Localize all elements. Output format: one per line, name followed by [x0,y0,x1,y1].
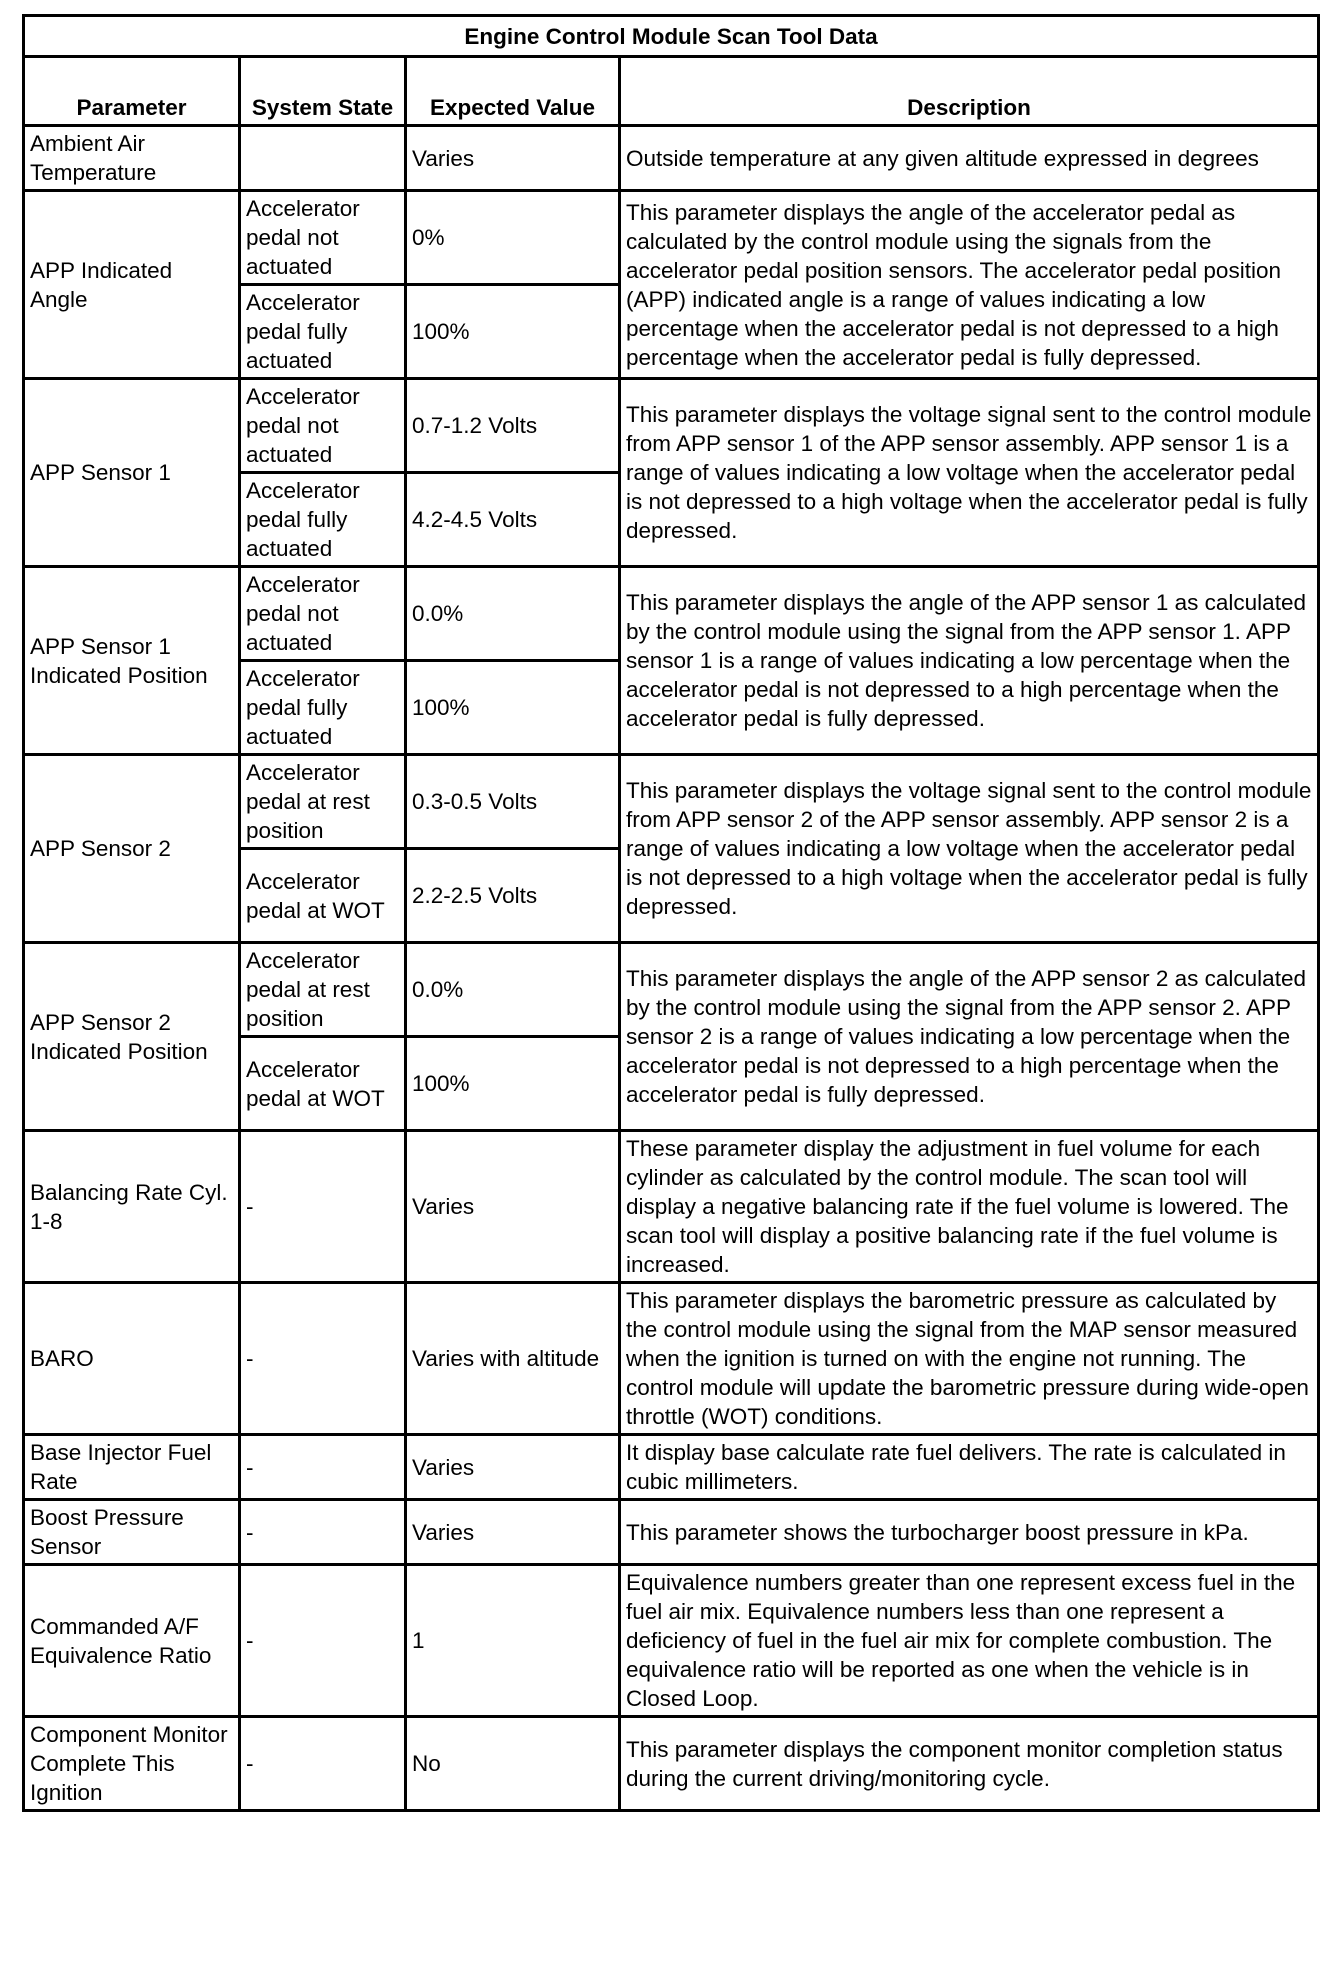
table-row [24,191,1319,285]
table-row [24,379,1319,473]
table-row [24,126,1319,191]
table-row [24,1435,1319,1500]
system-state-cell: - [240,1565,406,1717]
expected-value-cell: 100% [406,285,620,379]
table-row [24,1283,1319,1435]
table-row [24,1717,1319,1811]
system-state-cell: - [240,1131,406,1283]
parameter-cell: APP Sensor 2 Indicated Position [24,943,240,1131]
expected-value-cell: 100% [406,1037,620,1131]
table-row [24,567,1319,661]
expected-value-cell: Varies [406,1131,620,1283]
description-cell: This parameter displays the voltage signal sent to the control module from APP sensor 2 of the APP sensor assembly. APP sensor 2 is a range of values indicating a low voltage when the accelerator pedal is not depressed to a high voltage when the accelerator pedal is fully depressed. [620,755,1319,943]
system-state-cell: Accelerator pedal at WOT [240,1037,406,1131]
table-row [24,1565,1319,1717]
expected-value-cell: Varies [406,126,620,191]
parameter-cell: Balancing Rate Cyl. 1-8 [24,1131,240,1283]
system-state-cell: - [240,1717,406,1811]
description-cell: This parameter displays the barometric pressure as calculated by the control module using the signal from the MAP sensor measured when the ignition is turned on with the engine not running. The control module will update the barometric pressure during wide-open throttle (WOT) conditions. [620,1283,1319,1435]
system-state-cell: Accelerator pedal fully actuated [240,661,406,755]
scan-tool-data-table [22,14,1320,1812]
expected-value-cell: 0.3-0.5 Volts [406,755,620,849]
system-state-cell: Accelerator pedal at rest position [240,755,406,849]
expected-value-cell: 0% [406,191,620,285]
description-cell: This parameter displays the angle of the APP sensor 1 as calculated by the control module using the signal from the APP sensor 1. APP sensor 1 is a range of values indicating a low percentage when the accelerator pedal is not depressed to a high percentage when the accelerator pedal is fully depressed. [620,567,1319,755]
expected-value-cell: Varies with altitude [406,1283,620,1435]
system-state-cell: Accelerator pedal fully actuated [240,285,406,379]
parameter-cell: Component Monitor Complete This Ignition [24,1717,240,1811]
parameter-cell: Base Injector Fuel Rate [24,1435,240,1500]
description-cell: This parameter displays the component monitor completion status during the current driving/monitoring cycle. [620,1717,1319,1811]
system-state-cell: Accelerator pedal not actuated [240,379,406,473]
parameter-cell: Boost Pressure Sensor [24,1500,240,1565]
title-row [24,16,1319,57]
system-state-cell: Accelerator pedal fully actuated [240,473,406,567]
table-row [24,755,1319,849]
description-cell: Equivalence numbers greater than one represent excess fuel in the fuel air mix. Equivalence numbers less than one represent a deficiency of fuel in the fuel air mix for complete combustion. The equivalence ratio will be reported as one when the vehicle is in Closed Loop. [620,1565,1319,1717]
description-cell: This parameter displays the angle of the accelerator pedal as calculated by the control module using the signals from the accelerator pedal position sensors. The accelerator pedal position (APP) indicated angle is a range of values indicating a low percentage when the accelerator pedal is not depressed to a high percentage when the accelerator pedal is fully depressed. [620,191,1319,379]
expected-value-cell: 4.2-4.5 Volts [406,473,620,567]
description-cell: These parameter display the adjustment in fuel volume for each cylinder as calculated by the control module. The scan tool will display a negative balancing rate if the fuel volume is lowered. The scan tool will display a positive balancing rate if the fuel volume is increased. [620,1131,1319,1283]
expected-value-cell: 0.0% [406,567,620,661]
system-state-cell: Accelerator pedal not actuated [240,567,406,661]
expected-value-cell: Varies [406,1435,620,1500]
header-row [24,57,1319,126]
expected-value-cell: 0.7-1.2 Volts [406,379,620,473]
table-row [24,943,1319,1037]
system-state-cell: - [240,1435,406,1500]
parameter-cell: APP Sensor 1 Indicated Position [24,567,240,755]
table-row [24,1131,1319,1283]
parameter-cell: BARO [24,1283,240,1435]
parameter-cell: APP Sensor 1 [24,379,240,567]
description-cell: It display base calculate rate fuel delivers. The rate is calculated in cubic millimeters. [620,1435,1319,1500]
system-state-cell: - [240,1500,406,1565]
scan-tool-data-sheet [22,14,1317,1812]
description-cell: This parameter displays the angle of the APP sensor 2 as calculated by the control module using the signal from the APP sensor 2. APP sensor 2 is a range of values indicating a low percentage when the accelerator pedal is not depressed to a high percentage when the accelerator pedal is fully depressed. [620,943,1319,1131]
expected-value-cell: 2.2-2.5 Volts [406,849,620,943]
system-state-cell: - [240,1283,406,1435]
description-cell: Outside temperature at any given altitude expressed in degrees [620,126,1319,191]
parameter-cell: APP Indicated Angle [24,191,240,379]
description-cell: This parameter shows the turbocharger boost pressure in kPa. [620,1500,1319,1565]
header-system-state: System State [240,57,406,126]
expected-value-cell: 100% [406,661,620,755]
table-row [24,1500,1319,1565]
system-state-cell [240,126,406,191]
expected-value-cell: 0.0% [406,943,620,1037]
system-state-cell: Accelerator pedal at WOT [240,849,406,943]
header-description: Description [620,57,1319,126]
description-cell: This parameter displays the voltage signal sent to the control module from APP sensor 1 of the APP sensor assembly. APP sensor 1 is a range of values indicating a low voltage when the accelerator pedal is not depressed to a high voltage when the accelerator pedal is fully depressed. [620,379,1319,567]
expected-value-cell: Varies [406,1500,620,1565]
parameter-cell: Commanded A/F Equivalence Ratio [24,1565,240,1717]
parameter-cell: Ambient Air Temperature [24,126,240,191]
expected-value-cell: No [406,1717,620,1811]
system-state-cell: Accelerator pedal at rest position [240,943,406,1037]
table-title: Engine Control Module Scan Tool Data [24,16,1319,57]
system-state-cell: Accelerator pedal not actuated [240,191,406,285]
header-expected-value: Expected Value [406,57,620,126]
expected-value-cell: 1 [406,1565,620,1717]
header-parameter: Parameter [24,57,240,126]
parameter-cell: APP Sensor 2 [24,755,240,943]
